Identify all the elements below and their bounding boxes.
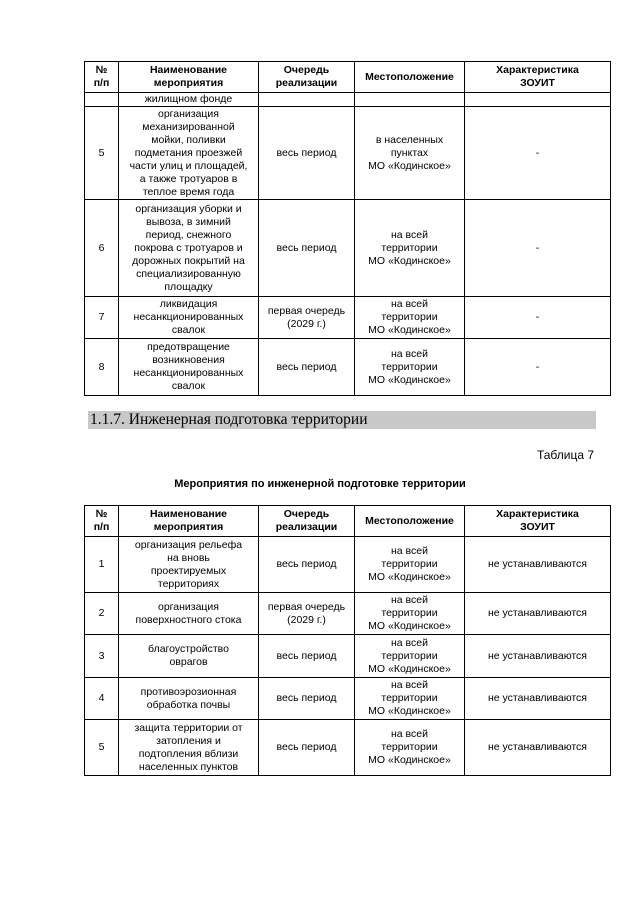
- table-row: [85, 593, 611, 635]
- row-stage: весь период: [259, 339, 355, 396]
- row-stage: весь период: [259, 200, 355, 297]
- row-name: организация уборки и вывоза, в зимний период, снежного покрова с тротуаров и дорожных покрытий на специализированную площадку: [119, 200, 259, 297]
- header-location: Местоположение: [355, 62, 465, 93]
- header-name: Наименование мероприятия: [119, 62, 259, 93]
- table-row: [85, 107, 611, 200]
- row-location: на всей территории МО «Кодинское»: [355, 635, 465, 678]
- table-row: [85, 678, 611, 720]
- row-location: на всей территории МО «Кодинское»: [355, 297, 465, 339]
- row-location: на всей территории МО «Кодинское»: [355, 200, 465, 297]
- row-num: 5: [85, 720, 119, 776]
- row-name: ликвидация несанкционированных свалок: [119, 297, 259, 339]
- row-location: на всей территории МО «Кодинское»: [355, 593, 465, 635]
- row-num: 6: [85, 200, 119, 297]
- header-zone: Характеристика ЗОУИТ: [465, 62, 611, 93]
- section-heading: 1.1.7. Инженерная подготовка территории: [88, 411, 596, 429]
- row-zone: не устанавливаются: [465, 720, 611, 776]
- table-row: [85, 537, 611, 593]
- row-num: 1: [85, 537, 119, 593]
- row-zone: -: [465, 339, 611, 396]
- row-stage: первая очередь (2029 г.): [259, 593, 355, 635]
- row-stage: весь период: [259, 635, 355, 678]
- row-name: благоустройство оврагов: [119, 635, 259, 678]
- header-num: № п/п: [85, 62, 119, 93]
- row-num: 5: [85, 107, 119, 200]
- table-row-continuation: [85, 93, 611, 107]
- row-zone: не устанавливаются: [465, 537, 611, 593]
- row-name: предотвращение возникновения несанкционированных свалок: [119, 339, 259, 396]
- row-name: защита территории от затопления и подтопления вблизи населенных пунктов: [119, 720, 259, 776]
- row-name: организация поверхностного стока: [119, 593, 259, 635]
- header-num: № п/п: [85, 506, 119, 537]
- table-row: [85, 635, 611, 678]
- table-row: [85, 200, 611, 297]
- header-location: Местоположение: [355, 506, 465, 537]
- table-caption: Мероприятия по инженерной подготовке территории: [174, 478, 466, 490]
- continuation-text: жилищном фонде: [119, 93, 259, 107]
- table-header-row: [85, 62, 611, 93]
- header-stage: Очередь реализации: [259, 62, 355, 93]
- row-location: на всей территории МО «Кодинское»: [355, 339, 465, 396]
- table-row: [85, 720, 611, 776]
- row-stage: весь период: [259, 678, 355, 720]
- row-num: 7: [85, 297, 119, 339]
- row-name: противоэрозионная обработка почвы: [119, 678, 259, 720]
- row-zone: -: [465, 297, 611, 339]
- row-zone: не устанавливаются: [465, 593, 611, 635]
- table-header-row: [85, 506, 611, 537]
- row-name: организация рельефа на вновь проектируемых территориях: [119, 537, 259, 593]
- row-location: на всей территории МО «Кодинское»: [355, 537, 465, 593]
- measures-table-continued: [84, 61, 611, 396]
- engineering-measures-table: [84, 505, 611, 776]
- row-zone: -: [465, 200, 611, 297]
- row-location: на всей территории МО «Кодинское»: [355, 720, 465, 776]
- row-name: организация механизированной мойки, поливки подметания проезжей части улиц и площадей, а также тротуаров в теплое время года: [119, 107, 259, 200]
- row-zone: не устанавливаются: [465, 635, 611, 678]
- row-zone: -: [465, 107, 611, 200]
- row-stage: весь период: [259, 107, 355, 200]
- row-num: 2: [85, 593, 119, 635]
- row-stage: весь период: [259, 720, 355, 776]
- row-num: 4: [85, 678, 119, 720]
- row-stage: первая очередь (2029 г.): [259, 297, 355, 339]
- row-location: на всей территории МО «Кодинское»: [355, 678, 465, 720]
- row-location: в населенных пунктах МО «Кодинское»: [355, 107, 465, 200]
- row-stage: весь период: [259, 537, 355, 593]
- header-name: Наименование мероприятия: [119, 506, 259, 537]
- row-zone: не устанавливаются: [465, 678, 611, 720]
- table-number: Таблица 7: [536, 448, 594, 462]
- row-num: 8: [85, 339, 119, 396]
- row-num: 3: [85, 635, 119, 678]
- table-row: [85, 297, 611, 339]
- header-zone: Характеристика ЗОУИТ: [465, 506, 611, 537]
- header-stage: Очередь реализации: [259, 506, 355, 537]
- table-row: [85, 339, 611, 396]
